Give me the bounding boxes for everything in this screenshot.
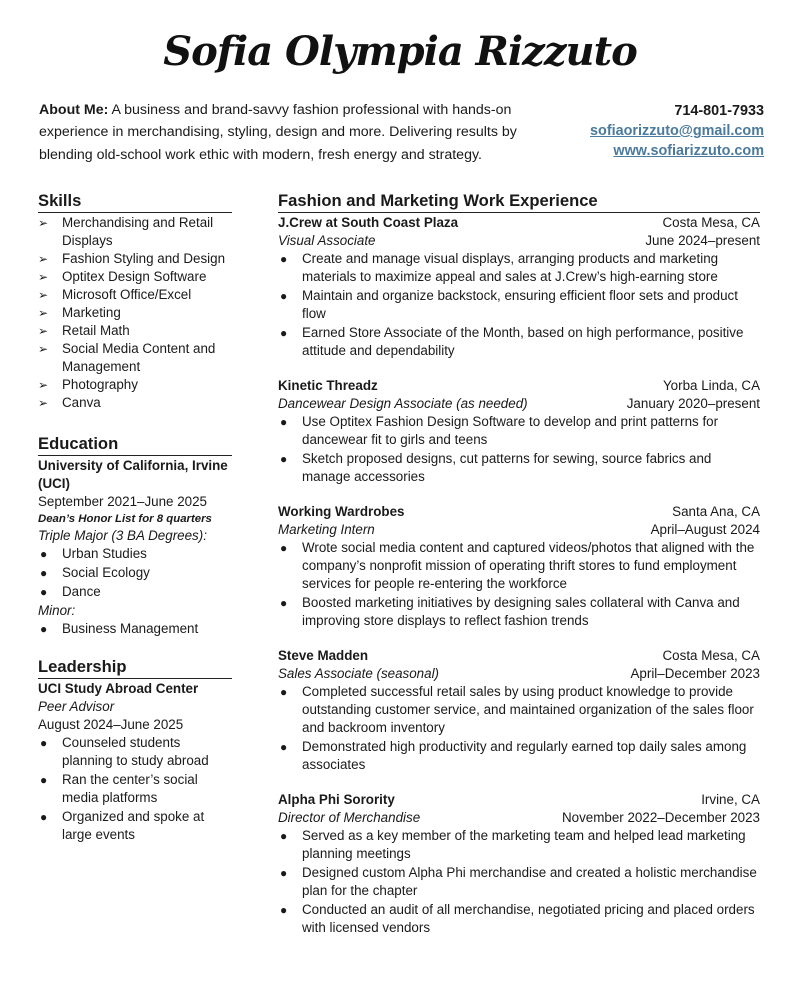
job-bullet: ● Demonstrated high productivity and regularly earned top daily sales among associates <box>280 739 747 772</box>
job-bullet: ● Maintain and organize backstock, ensuring efficient floor sets and product flow <box>280 288 738 321</box>
job-bullet: ● Boosted marketing initiatives by designing sales collateral with Canva and improving store displays to reflect fashion trends <box>280 595 740 628</box>
skill-item: ➢ Optitex Design Software <box>38 269 207 284</box>
job-entry <box>278 214 760 360</box>
job-bullet: ● Conducted an audit of all merchandise, negotiated pricing and placed orders with licensed vendors <box>280 902 755 935</box>
arrow-bullet-icon: ➢ <box>38 306 49 320</box>
education-section <box>38 434 232 638</box>
right-column <box>278 191 760 954</box>
job-role: Dancewear Design Associate (as needed) <box>278 396 528 411</box>
arrow-bullet-icon: ➢ <box>38 342 49 356</box>
skills-list <box>38 214 232 412</box>
education-dates: September 2021–June 2025 <box>38 494 208 509</box>
job-company: Steve Madden <box>278 648 369 663</box>
job-bullet: ● Served as a key member of the marketing team and helped lead marketing planning meetings <box>280 828 746 861</box>
job-location: Costa Mesa, CA <box>662 648 760 663</box>
skill-item: ➢ Fashion Styling and Design <box>38 251 226 266</box>
job-dates: November 2022–December 2023 <box>561 810 760 825</box>
phone-number: 714-801-7933 <box>674 103 764 119</box>
job-dates: January 2020–present <box>626 396 760 411</box>
bullet-icon: ● <box>280 541 288 555</box>
leadership-item: ● Ran the center’s social media platforms <box>40 772 198 805</box>
skills-section <box>38 191 232 412</box>
job-role: Sales Associate (seasonal) <box>278 666 440 681</box>
experience-title: Fashion and Marketing Work Experience <box>278 191 760 213</box>
bullet-icon: ● <box>40 566 48 580</box>
major-label: Triple Major (3 BA Degrees): <box>38 528 207 543</box>
job-location: Irvine, CA <box>701 792 760 807</box>
bullet-icon: ● <box>280 326 288 340</box>
leadership-item: ● Organized and spoke at large events <box>40 809 205 842</box>
job-dates: June 2024–present <box>645 233 760 248</box>
job-bullets <box>278 250 760 360</box>
education-title: Education <box>38 434 232 456</box>
job-bullets <box>278 413 760 486</box>
skill-item: ➢ Photography <box>38 377 138 392</box>
leadership-org: UCI Study Abroad Center <box>38 681 199 696</box>
about-me <box>39 99 569 166</box>
job-bullet: ● Earned Store Associate of the Month, based on high performance, positive attitude and dependability <box>280 325 744 358</box>
job-entry <box>278 503 760 630</box>
bullet-icon: ● <box>280 452 288 466</box>
job-entry <box>278 647 760 774</box>
minor-label: Minor: <box>38 603 76 618</box>
bullet-icon: ● <box>40 810 48 824</box>
arrow-bullet-icon: ➢ <box>38 216 49 230</box>
job-company: J.Crew at South Coast Plaza <box>278 215 459 230</box>
leadership-list <box>38 734 232 844</box>
skill-item: ➢ Merchandising and Retail Displays <box>38 215 214 248</box>
left-column <box>38 191 232 845</box>
arrow-bullet-icon: ➢ <box>38 378 49 392</box>
skill-item: ➢ Microsoft Office/Excel <box>38 287 192 302</box>
job-bullets <box>278 827 760 937</box>
job-company: Alpha Phi Sorority <box>278 792 395 807</box>
minor-item: ● Business Management <box>40 621 199 636</box>
honor-list: Dean’s Honor List for 8 quarters <box>38 513 212 525</box>
bullet-icon: ● <box>40 773 48 787</box>
minors-list <box>38 620 232 638</box>
bullet-icon: ● <box>280 685 288 699</box>
bullet-icon: ● <box>280 415 288 429</box>
bullet-icon: ● <box>280 903 288 917</box>
job-bullets <box>278 683 760 774</box>
skill-item: ➢ Marketing <box>38 305 121 320</box>
job-bullet: ● Designed custom Alpha Phi merchandise and created a holistic merchandise plan for the chapter <box>280 865 757 898</box>
bullet-icon: ● <box>40 547 48 561</box>
job-entry <box>278 377 760 486</box>
arrow-bullet-icon: ➢ <box>38 396 49 410</box>
job-bullet: ● Completed successful retail sales by using product knowledge to provide outstanding customer service, and maintained organization of the sales floor and backroom inventory <box>280 684 754 735</box>
job-location: Costa Mesa, CA <box>662 215 760 230</box>
website-link[interactable]: www.sofiarizzuto.com <box>613 143 764 159</box>
skills-title: Skills <box>38 191 232 213</box>
arrow-bullet-icon: ➢ <box>38 270 49 284</box>
skill-item: ➢ Canva <box>38 395 101 410</box>
job-bullet: ● Wrote social media content and captured videos/photos that aligned with the company’s nonprofit mission of operating thrift stores to fund employment services for people re-entering the workforce <box>280 540 755 591</box>
job-company: Kinetic Threadz <box>278 378 378 393</box>
email-link[interactable]: sofiaorizzuto@gmail.com <box>590 123 764 139</box>
arrow-bullet-icon: ➢ <box>38 252 49 266</box>
leadership-dates: August 2024–June 2025 <box>38 717 184 732</box>
bullet-icon: ● <box>280 252 288 266</box>
leadership-role: Peer Advisor <box>38 699 115 714</box>
skill-item: ➢ Social Media Content and Management <box>38 341 216 374</box>
bullet-icon: ● <box>280 289 288 303</box>
skill-item: ➢ Retail Math <box>38 323 130 338</box>
job-entry <box>278 791 760 937</box>
leadership-section <box>38 657 232 844</box>
bullet-icon: ● <box>280 740 288 754</box>
contact-info <box>590 101 764 161</box>
job-bullet: ● Create and manage visual displays, arranging products and marketing materials to maximize appeal and sales at J.Crew’s high-earning store <box>280 251 719 284</box>
job-location: Santa Ana, CA <box>672 504 760 519</box>
arrow-bullet-icon: ➢ <box>38 288 49 302</box>
job-role: Director of Merchandise <box>278 810 421 825</box>
majors-list <box>38 545 232 601</box>
job-role: Marketing Intern <box>278 522 375 537</box>
bullet-icon: ● <box>280 596 288 610</box>
major-item: ● Social Ecology <box>40 565 150 580</box>
job-dates: April–August 2024 <box>650 522 760 537</box>
resume-name: Sofia Olympia Rizzuto <box>163 28 637 75</box>
about-text: A business and brand-savvy fashion professional with hands-on experience in merchandising, styling, design and more. Delivering results by blending old-school work ethic with modern, fresh energy and strategy. <box>39 102 517 163</box>
bullet-icon: ● <box>280 829 288 843</box>
bullet-icon: ● <box>40 622 48 636</box>
job-bullets <box>278 539 760 630</box>
job-company: Working Wardrobes <box>278 504 405 519</box>
bullet-icon: ● <box>40 585 48 599</box>
bullet-icon: ● <box>40 736 48 750</box>
leadership-title: Leadership <box>38 657 232 679</box>
job-bullet: ● Sketch proposed designs, cut patterns for sewing, source fabrics and manage accessories <box>280 451 712 484</box>
job-dates: April–December 2023 <box>630 666 760 681</box>
school-name: University of California, Irvine (UCI) <box>38 458 228 491</box>
arrow-bullet-icon: ➢ <box>38 324 49 338</box>
major-item: ● Dance <box>40 584 101 599</box>
leadership-item: ● Counseled students planning to study abroad <box>40 735 209 768</box>
job-location: Yorba Linda, CA <box>662 378 760 393</box>
job-role: Visual Associate <box>278 233 376 248</box>
bullet-icon: ● <box>280 866 288 880</box>
major-item: ● Urban Studies <box>40 546 147 561</box>
job-bullet: ● Use Optitex Fashion Design Software to develop and print patterns for dancewear fit to girls and teens <box>280 414 719 447</box>
about-label: About Me: <box>39 102 109 118</box>
